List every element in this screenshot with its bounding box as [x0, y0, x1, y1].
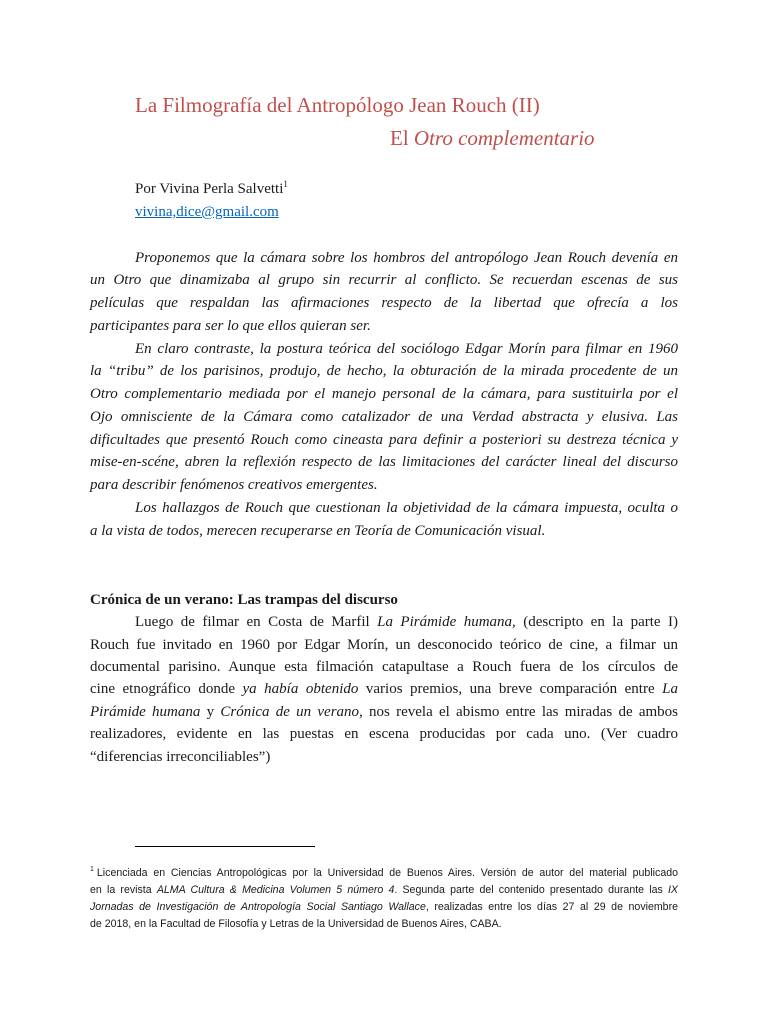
text-run: cine etnográfico donde — [90, 681, 243, 698]
body-line — [90, 656, 678, 678]
italic-text: Jornadas de Investigación de Antropología Social Santiago Wallace — [90, 900, 426, 913]
italic-text: La Pirámide humana, — [377, 614, 516, 631]
text-run: documental parisino. Aunque esta filmación catapultase a Rouch fuera de los círculos de — [90, 659, 678, 675]
body-line — [90, 746, 678, 768]
text-run: Luego de filmar en Costa de Marfil — [135, 614, 378, 631]
abstract-line: Los hallazgos de Rouch que cuestionan la objetividad de la cámara impuesta, oculta o — [135, 499, 678, 516]
abstract-line: Ojo omnisciente de la Cámara como catalizador de una Verdad abstracta y elusiva. Las — [90, 408, 678, 425]
text-run: Rouch fue invitado en 1960 por Edgar Morín, un desconocido teórico de cine, a filmar un — [90, 636, 678, 653]
abstract-line: la “tribu” de los parisinos, produjo, de hecho, la obturación de la mirada procedente de un — [90, 363, 678, 380]
abstract-line: Proponemos que la cámara sobre los hombros del antropólogo Jean Rouch devenía en — [135, 249, 678, 266]
subtitle-emphasis: Otro complementario — [413, 126, 595, 150]
article-subtitle — [390, 126, 595, 150]
text-run: realizadores, evidente en las puestas en escena producidas por cada uno. (Ver cuadro — [90, 726, 678, 743]
text-run: Licenciada en Ciencias Antropológicas por la Universidad de Buenos Aires. Versión de autor del material publicado — [96, 866, 678, 879]
abstract-line: participantes para ser lo que ellos quieran ser. — [90, 317, 371, 334]
text-run: . Segunda parte del contenido presentado durante las — [394, 883, 668, 896]
body-line — [90, 611, 678, 633]
abstract-line: un Otro que dinamizaba al grupo sin recurrir al conflicto. Se recuerdan escenas de sus — [90, 272, 678, 289]
body-line — [90, 723, 678, 745]
italic-text: ALMA Cultura & Medicina Volumen 5 número 4 — [156, 883, 395, 896]
text-run: en la revista — [90, 883, 157, 896]
text-run: , realizadas entre los días 27 al 29 de noviembre — [425, 900, 678, 913]
body-line — [90, 634, 678, 656]
text-run: (descripto en la parte I) — [515, 614, 679, 631]
article-title: La Filmografía del Antropólogo Jean Rouch (II) — [135, 93, 540, 117]
footnote — [90, 865, 678, 933]
author-name: Por Vivina Perla Salvetti — [135, 181, 284, 197]
text-run: varios premios, una breve comparación entre — [358, 681, 663, 698]
italic-text: IX — [667, 883, 678, 896]
body-line — [90, 678, 678, 700]
italic-text: Crónica de un verano, — [220, 703, 363, 720]
italic-text: Pirámide humana — [90, 703, 201, 720]
footnote-line — [90, 916, 678, 933]
author-byline — [135, 178, 288, 200]
abstract-line: a la vista de todos, merecen recuperarse en Teoría de Comunicación visual. — [90, 522, 546, 539]
abstract-line: dificultades que presentó Rouch como cineasta para definir a posteriori su destreza técnica y — [90, 431, 678, 448]
abstract-line: En claro contraste, la postura teórica del sociólogo Edgar Morín para filmar en 1960 — [135, 340, 678, 357]
subtitle-prefix: El — [390, 126, 409, 150]
body-line — [90, 701, 678, 723]
text-run: de 2018, en la Facultad de Filosofía y Letras de la Universidad de Buenos Aires, CABA. — [90, 917, 502, 930]
footnote-line — [90, 899, 678, 916]
author-footnote-ref[interactable]: 1 — [283, 179, 288, 189]
abstract-line: para describir fenómenos creativos emergentes. — [90, 477, 378, 494]
author-email-link[interactable]: vivina,dice@gmail.com — [135, 204, 279, 220]
italic-text: La — [662, 681, 678, 698]
footnote-marker: 1 — [90, 865, 94, 873]
abstract-line: películas que respaldan las afirmaciones respecto de la libertad que ofrecía a los — [90, 295, 678, 312]
italic-text: ya había obtenido — [242, 681, 359, 698]
abstract-line: mise-en-scéne, abren la reflexión respecto de las limitaciones del carácter lineal del discurso — [90, 454, 678, 471]
abstract-line: Otro complementario mediada por el manejo personal de la cámara, para sustituirla por el — [90, 386, 678, 403]
section — [90, 589, 678, 769]
text-run: nos revela el abismo entre las miradas de ambos — [362, 703, 678, 720]
footnote-separator — [135, 846, 315, 847]
text-run: y — [200, 703, 221, 720]
section-heading: Crónica de un verano: Las trampas del discurso — [90, 591, 398, 608]
footnote-line — [90, 882, 678, 899]
footnote-line — [90, 865, 678, 882]
abstract — [90, 247, 678, 543]
text-run: “diferencias irreconciliables”) — [90, 748, 271, 765]
